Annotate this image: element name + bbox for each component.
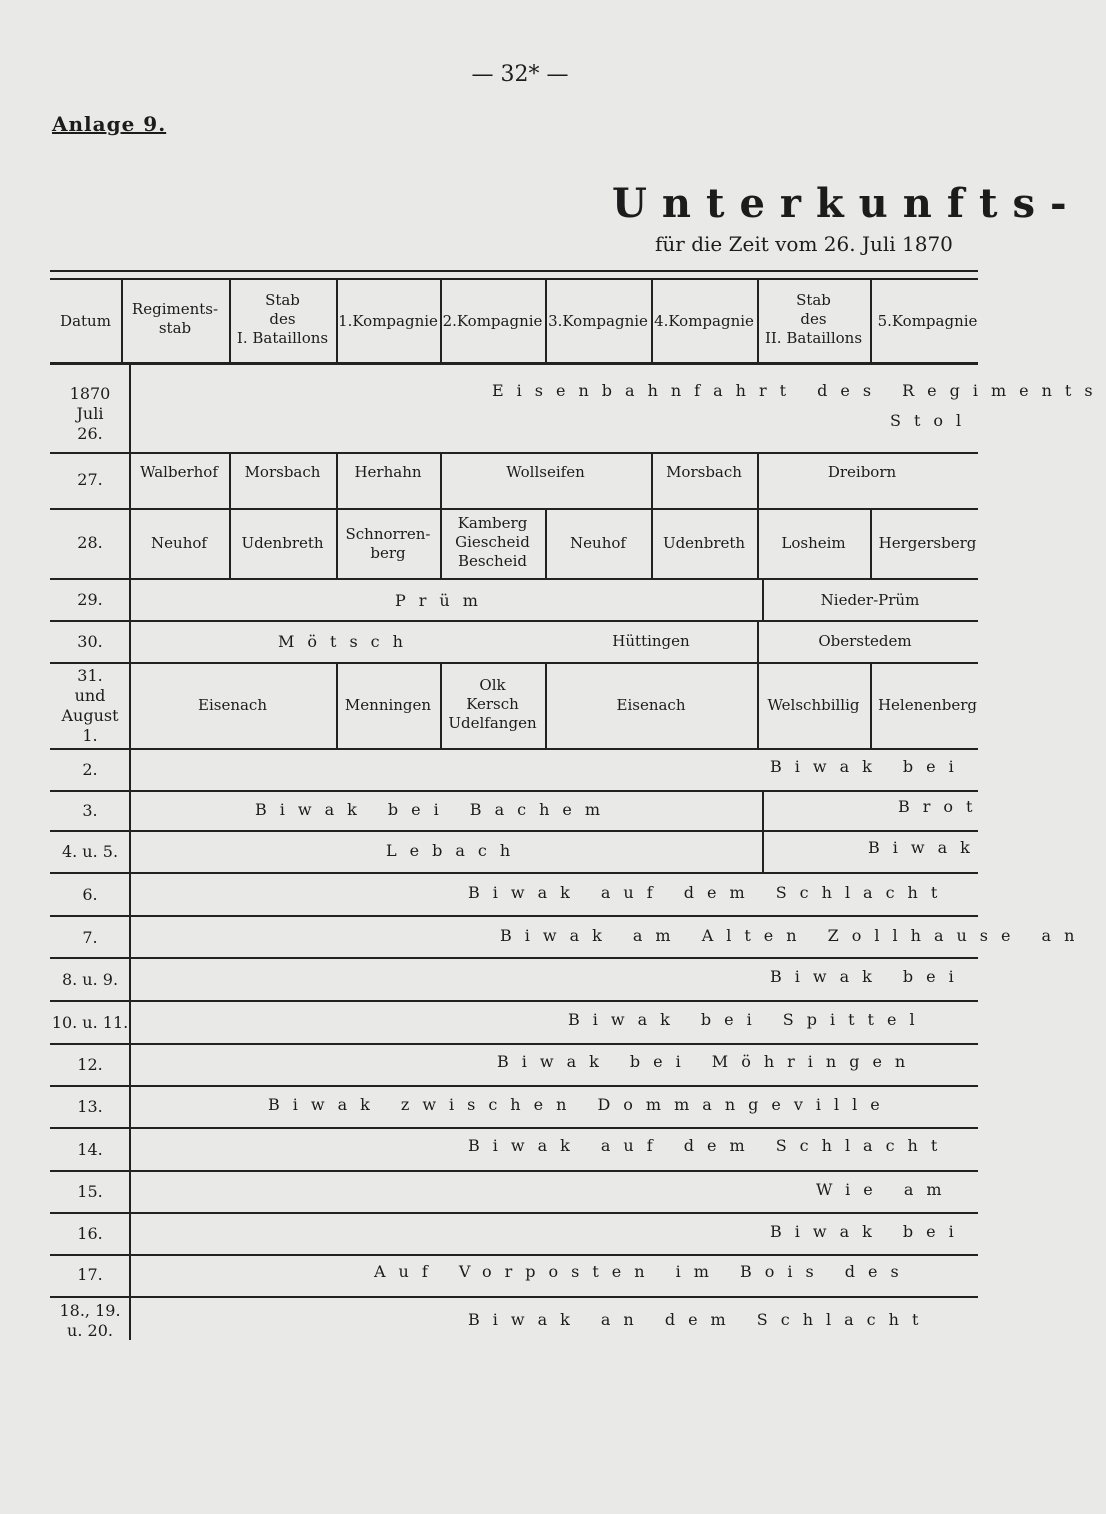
date-cell: 17. — [77, 1265, 103, 1284]
date-cell: 29. — [77, 590, 103, 609]
row-26-text-2: Stol — [890, 411, 975, 430]
row-18-text: Biwak an dem Schlacht — [468, 1310, 932, 1329]
date-cell: 13. — [77, 1097, 103, 1116]
row-3-text-2: Brot — [898, 797, 986, 816]
row-14-text: Biwak auf dem Schlacht — [468, 1136, 951, 1155]
row-28-cell: Losheim — [781, 534, 846, 552]
row-27-cell: Morsbach — [666, 463, 742, 481]
header-datum: Datum — [60, 312, 111, 330]
row-28-cell: Neuhof — [570, 534, 626, 552]
row-27-cell: Walberhof — [140, 463, 218, 481]
row-7-text: Biwak am Alten Zollhause an — [500, 926, 1088, 945]
row-31-cell: Welschbillig — [767, 696, 860, 714]
date-cell: 27. — [77, 470, 103, 489]
row-6-text: Biwak auf dem Schlacht — [468, 883, 951, 902]
annex-label: Anlage 9. — [52, 112, 167, 136]
row-4-text-2: Biwak — [868, 838, 983, 857]
row-2-text: Biwak bei — [770, 757, 967, 776]
row-28-cell: Udenbreth — [662, 534, 746, 552]
date-cell: 16. — [77, 1224, 103, 1243]
row-4-text: Lebach — [386, 841, 524, 860]
date-cell: 2. — [82, 760, 98, 779]
date-cell: 15. — [77, 1182, 103, 1201]
header-kompagnie-3: 3.Kompagnie — [548, 312, 648, 330]
header-kompagnie-2: 2.Kompagnie — [442, 312, 543, 330]
row-26-text: Eisenbahnfahrt des Regiments — [492, 381, 1106, 400]
row-8-text: Biwak bei — [770, 967, 967, 986]
date-cell: 31. und August 1. — [61, 666, 119, 745]
page-subtitle: für die Zeit vom 26. Juli 1870 — [655, 232, 953, 256]
date-cell: 12. — [77, 1055, 103, 1074]
date-cell: 1870 Juli 26. — [69, 384, 111, 443]
row-30-text-3: Oberstedem — [818, 632, 912, 650]
date-cell: 3. — [82, 801, 98, 820]
row-31-cell: Eisenach — [616, 696, 686, 714]
date-cell: 10. u. 11. — [51, 1013, 129, 1032]
header-stab-2-bataillon: Stab des II. Bataillons — [764, 291, 863, 347]
row-29-text-2: Nieder-Prüm — [820, 591, 920, 609]
row-31-cell: Eisenach — [198, 696, 267, 714]
page-title: Unterkunfts- — [612, 180, 1082, 227]
date-cell: 7. — [82, 928, 98, 947]
row-3-text: Biwak bei Bachem — [255, 800, 614, 819]
row-28-cell: Schnorren- berg — [345, 525, 431, 562]
row-30-text: Mötsch — [278, 632, 416, 651]
row-27-cell: Wollseifen — [506, 463, 585, 481]
date-cell: 4. u. 5. — [61, 842, 119, 861]
header-kompagnie-1: 1.Kompagnie — [338, 312, 438, 330]
row-28-cell: Kamberg Giescheid Bescheid — [455, 514, 530, 570]
row-29-text: Prüm — [395, 591, 491, 610]
row-27-cell: Dreiborn — [827, 463, 897, 481]
date-cell: 6. — [82, 885, 98, 904]
row-12-text: Biwak bei Möhringen — [497, 1052, 919, 1071]
row-31-cell: Olk Kersch Udelfangen — [448, 676, 537, 732]
row-28-cell: Hergersberg — [878, 534, 977, 552]
header-stab-1-bataillon: Stab des I. Bataillons — [236, 291, 329, 347]
date-cell: 8. u. 9. — [61, 970, 119, 989]
row-28-cell: Udenbreth — [241, 534, 324, 552]
row-28-cell: Neuhof — [151, 534, 207, 552]
row-13-text: Biwak zwischen Dommangeville — [268, 1095, 893, 1114]
row-31-cell: Menningen — [344, 696, 432, 714]
date-cell: 18., 19. u. 20. — [59, 1301, 121, 1340]
row-16-text: Biwak bei — [770, 1222, 967, 1241]
date-cell: 28. — [77, 533, 103, 552]
row-27-cell: Herhahn — [354, 463, 422, 481]
row-30-text-2: Hüttingen — [612, 632, 690, 650]
header-kompagnie-5: 5.Kompagnie — [877, 312, 978, 330]
row-31-cell: Helenenberg — [877, 696, 978, 714]
page-number: — 32* — — [471, 62, 569, 87]
row-15-text: Wie am — [816, 1180, 955, 1199]
row-10-text: Biwak bei Spittel — [568, 1010, 928, 1029]
date-cell: 14. — [77, 1140, 103, 1159]
row-17-text: Auf Vorposten im Bois des — [374, 1262, 912, 1281]
row-27-cell: Morsbach — [244, 463, 321, 481]
date-cell: 30. — [77, 632, 103, 651]
header-regimentsstab: Regiments- stab — [131, 300, 219, 337]
header-kompagnie-4: 4.Kompagnie — [654, 312, 754, 330]
